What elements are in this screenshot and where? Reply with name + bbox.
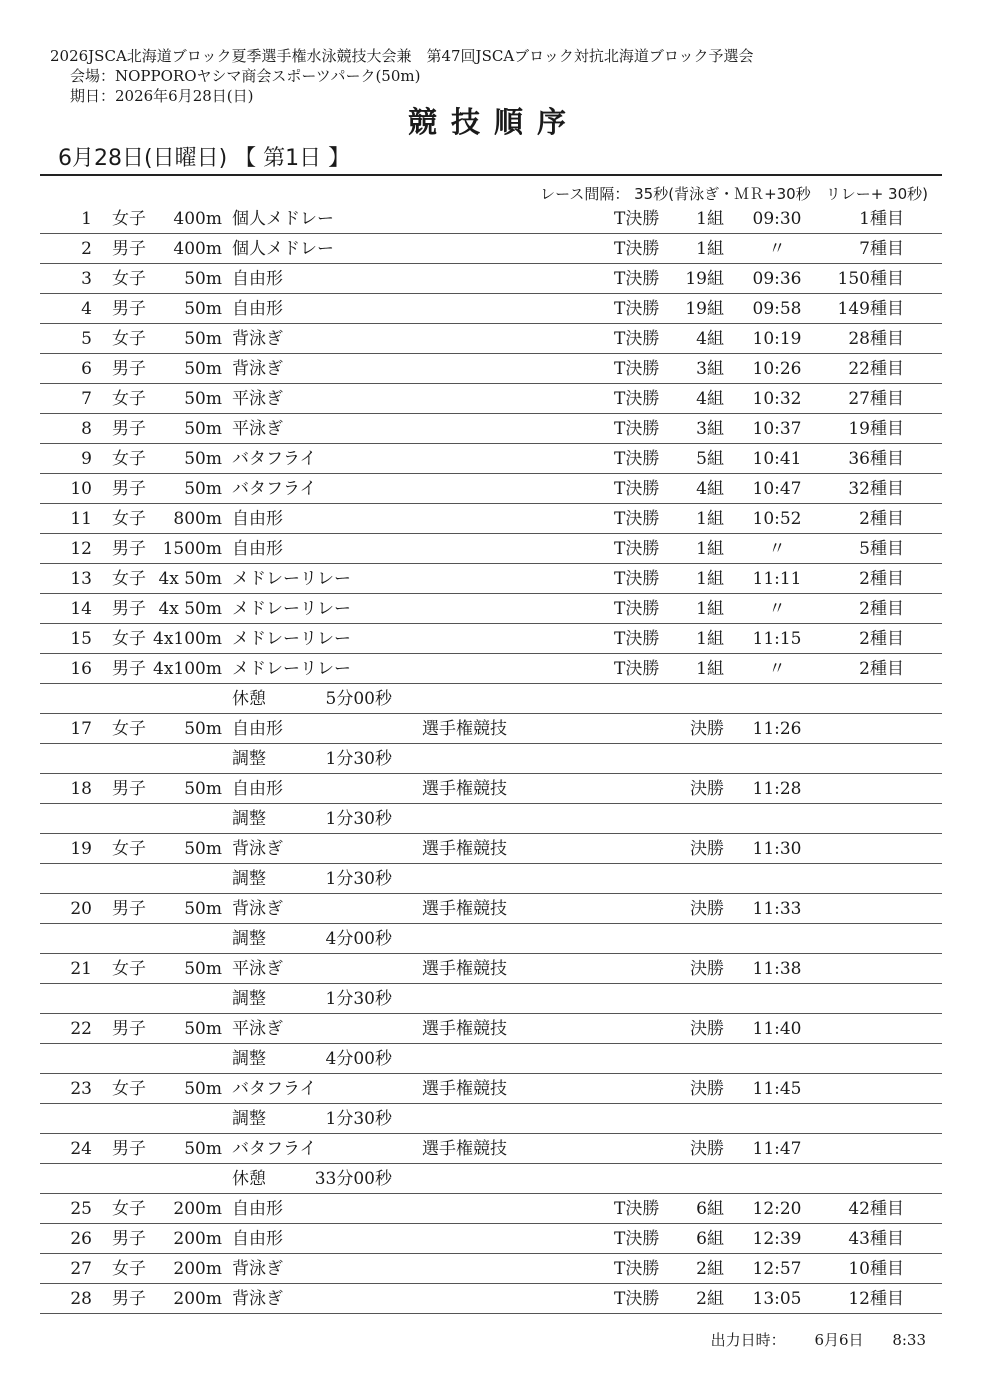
gender: 女子 xyxy=(112,959,146,979)
table-row xyxy=(40,474,942,504)
entry-count: 150種目 xyxy=(837,269,904,289)
event-number: 20 xyxy=(70,899,92,919)
event-number: 13 xyxy=(70,569,92,589)
entry-count: 2種目 xyxy=(859,509,904,529)
output-date: 6月6日 xyxy=(814,1331,864,1349)
heats: 6組 xyxy=(696,1199,724,1219)
round-type: T決勝 xyxy=(614,629,660,649)
start-time: 11:40 xyxy=(752,1019,802,1039)
break-label: 調整 xyxy=(232,809,266,829)
distance: 4x100m xyxy=(153,659,222,679)
output-time: 8:33 xyxy=(892,1331,926,1349)
entry-count: 32種目 xyxy=(848,479,904,499)
start-time: 10:37 xyxy=(752,419,802,439)
entry-count: 27種目 xyxy=(848,389,904,409)
category: 選手権競技 xyxy=(422,899,507,919)
table-row xyxy=(40,894,942,924)
table-row xyxy=(40,204,942,234)
distance: 50m xyxy=(184,839,222,859)
round-type: T決勝 xyxy=(614,1289,660,1309)
start-time: 12:20 xyxy=(752,1199,802,1219)
entry-count: 2種目 xyxy=(859,659,904,679)
gender: 女子 xyxy=(112,329,146,349)
distance: 400m xyxy=(173,209,222,229)
round-type: T決勝 xyxy=(614,1199,660,1219)
category: 選手権競技 xyxy=(422,959,507,979)
day-heading: 6月28日(日曜日) 【 第1日 】 xyxy=(58,146,351,171)
event-number: 4 xyxy=(81,299,92,319)
gender: 男子 xyxy=(112,599,146,619)
distance: 50m xyxy=(184,1079,222,1099)
gender: 女子 xyxy=(112,449,146,469)
table-row xyxy=(40,504,942,534)
break-duration: 1分30秒 xyxy=(325,989,392,1009)
start-time: 10:52 xyxy=(752,509,802,529)
distance: 1500m xyxy=(162,539,222,559)
page-title: 競技順序 xyxy=(407,105,580,139)
start-time: 〃 xyxy=(768,239,786,259)
entry-count: 2種目 xyxy=(859,569,904,589)
break-duration: 4分00秒 xyxy=(325,1049,392,1069)
start-time: 〃 xyxy=(768,659,786,679)
distance: 50m xyxy=(184,359,222,379)
gender: 女子 xyxy=(112,629,146,649)
start-time: 10:47 xyxy=(752,479,802,499)
event-number: 26 xyxy=(70,1229,92,1249)
round-type: T決勝 xyxy=(614,209,660,229)
round-type: T決勝 xyxy=(614,449,660,469)
distance: 50m xyxy=(184,419,222,439)
heats: 決勝 xyxy=(690,899,724,919)
distance: 50m xyxy=(184,719,222,739)
table-row xyxy=(40,1254,942,1284)
start-time: 11:38 xyxy=(752,959,802,979)
heats: 6組 xyxy=(696,1229,724,1249)
gender: 女子 xyxy=(112,209,146,229)
distance: 50m xyxy=(184,389,222,409)
stroke: 背泳ぎ xyxy=(232,329,283,349)
event-number: 14 xyxy=(70,599,92,619)
heats: 決勝 xyxy=(690,959,724,979)
start-time: 10:41 xyxy=(752,449,802,469)
distance: 200m xyxy=(173,1259,222,1279)
entry-count: 22種目 xyxy=(848,359,904,379)
start-time: 〃 xyxy=(768,599,786,619)
entry-count: 36種目 xyxy=(848,449,904,469)
round-type: T決勝 xyxy=(614,419,660,439)
event-number: 8 xyxy=(81,419,92,439)
break-duration: 1分30秒 xyxy=(325,869,392,889)
meet-title: 2026JSCA北海道ブロック夏季選手権水泳競技大会兼 第47回JSCAブロック対抗北海道ブロック予選会 xyxy=(50,47,754,65)
stroke: メドレーリレー xyxy=(232,659,351,679)
break-duration: 4分00秒 xyxy=(325,929,392,949)
entry-count: 12種目 xyxy=(848,1289,904,1309)
entry-count: 19種目 xyxy=(848,419,904,439)
entry-count: 43種目 xyxy=(848,1229,904,1249)
event-number: 12 xyxy=(70,539,92,559)
heats: 決勝 xyxy=(690,1139,724,1159)
gender: 男子 xyxy=(112,359,146,379)
start-time: 11:30 xyxy=(752,839,802,859)
event-number: 21 xyxy=(70,959,92,979)
table-row xyxy=(40,234,942,264)
start-time: 12:39 xyxy=(752,1229,802,1249)
distance: 50m xyxy=(184,299,222,319)
heats: 5組 xyxy=(696,449,724,469)
stroke: 自由形 xyxy=(232,509,283,529)
gender: 女子 xyxy=(112,1199,146,1219)
break-duration: 1分30秒 xyxy=(325,749,392,769)
round-type: T決勝 xyxy=(614,539,660,559)
start-time: 11:15 xyxy=(752,629,802,649)
heats: 19組 xyxy=(685,299,724,319)
stroke: 自由形 xyxy=(232,1229,283,1249)
output-label: 出力日時： xyxy=(710,1331,786,1349)
event-number: 3 xyxy=(81,269,92,289)
break-label: 休憩 xyxy=(232,1169,266,1189)
stroke: 平泳ぎ xyxy=(232,959,283,979)
gender: 女子 xyxy=(112,509,146,529)
event-number: 18 xyxy=(70,779,92,799)
entry-count: 42種目 xyxy=(848,1199,904,1219)
round-type: T決勝 xyxy=(614,299,660,319)
distance: 4x 50m xyxy=(158,599,222,619)
round-type: T決勝 xyxy=(614,239,660,259)
break-label: 調整 xyxy=(232,869,266,889)
event-number: 11 xyxy=(70,509,92,529)
table-row xyxy=(40,654,942,684)
start-time: 11:11 xyxy=(752,569,802,589)
table-row xyxy=(40,324,942,354)
category: 選手権競技 xyxy=(422,779,507,799)
table-row xyxy=(40,1284,942,1314)
gender: 男子 xyxy=(112,419,146,439)
start-time: 09:30 xyxy=(752,209,802,229)
start-time: 〃 xyxy=(768,539,786,559)
gender: 女子 xyxy=(112,839,146,859)
round-type: T決勝 xyxy=(614,659,660,679)
category: 選手権競技 xyxy=(422,1079,507,1099)
heats: 決勝 xyxy=(690,1019,724,1039)
round-type: T決勝 xyxy=(614,479,660,499)
break-row xyxy=(40,864,942,894)
distance: 50m xyxy=(184,899,222,919)
round-type: T決勝 xyxy=(614,359,660,379)
stroke: 背泳ぎ xyxy=(232,359,283,379)
start-time: 11:26 xyxy=(752,719,802,739)
event-number: 15 xyxy=(70,629,92,649)
stroke: バタフライ xyxy=(232,1139,317,1159)
heats: 決勝 xyxy=(690,839,724,859)
gender: 男子 xyxy=(112,299,146,319)
heats: 1組 xyxy=(696,209,724,229)
gender: 男子 xyxy=(112,899,146,919)
heats: 2組 xyxy=(696,1259,724,1279)
table-row xyxy=(40,1224,942,1254)
entry-count: 10種目 xyxy=(848,1259,904,1279)
heats: 決勝 xyxy=(690,779,724,799)
break-row xyxy=(40,684,942,714)
table-row xyxy=(40,534,942,564)
distance: 50m xyxy=(184,1139,222,1159)
heats: 1組 xyxy=(696,629,724,649)
divider xyxy=(40,174,942,176)
entry-count: 7種目 xyxy=(859,239,904,259)
event-number: 24 xyxy=(70,1139,92,1159)
heats: 決勝 xyxy=(690,1079,724,1099)
heats: 4組 xyxy=(696,479,724,499)
break-label: 調整 xyxy=(232,1049,266,1069)
heats: 決勝 xyxy=(690,719,724,739)
gender: 女子 xyxy=(112,1259,146,1279)
table-row xyxy=(40,594,942,624)
table-row xyxy=(40,624,942,654)
gender: 女子 xyxy=(112,389,146,409)
entry-count: 28種目 xyxy=(848,329,904,349)
round-type: T決勝 xyxy=(614,329,660,349)
round-type: T決勝 xyxy=(614,1259,660,1279)
event-number: 27 xyxy=(70,1259,92,1279)
stroke: 自由形 xyxy=(232,719,283,739)
distance: 4x100m xyxy=(153,629,222,649)
stroke: 背泳ぎ xyxy=(232,839,283,859)
table-row xyxy=(40,954,942,984)
stroke: 自由形 xyxy=(232,539,283,559)
stroke: 平泳ぎ xyxy=(232,419,283,439)
race-interval-note: レース間隔： 35秒(背泳ぎ・ＭＲ+30秒 リレー+ 30秒) xyxy=(540,185,928,203)
event-number: 19 xyxy=(70,839,92,859)
event-number: 23 xyxy=(70,1079,92,1099)
distance: 50m xyxy=(184,959,222,979)
category: 選手権競技 xyxy=(422,1139,507,1159)
stroke: 背泳ぎ xyxy=(232,1289,283,1309)
stroke: 自由形 xyxy=(232,1199,283,1219)
start-time: 09:58 xyxy=(752,299,802,319)
table-row xyxy=(40,1134,942,1164)
start-time: 10:19 xyxy=(752,329,802,349)
gender: 男子 xyxy=(112,1229,146,1249)
entry-count: 149種目 xyxy=(837,299,904,319)
stroke: 自由形 xyxy=(232,269,283,289)
table-row xyxy=(40,1014,942,1044)
distance: 50m xyxy=(184,449,222,469)
gender: 男子 xyxy=(112,779,146,799)
break-row xyxy=(40,924,942,954)
stroke: メドレーリレー xyxy=(232,629,351,649)
start-time: 11:33 xyxy=(752,899,802,919)
gender: 女子 xyxy=(112,569,146,589)
distance: 50m xyxy=(184,329,222,349)
gender: 男子 xyxy=(112,1289,146,1309)
start-time: 10:32 xyxy=(752,389,802,409)
break-row xyxy=(40,804,942,834)
break-duration: 5分00秒 xyxy=(325,689,392,709)
break-duration: 33分00秒 xyxy=(314,1169,392,1189)
gender: 女子 xyxy=(112,269,146,289)
distance: 200m xyxy=(173,1229,222,1249)
event-number: 2 xyxy=(81,239,92,259)
distance: 4x 50m xyxy=(158,569,222,589)
heats: 1組 xyxy=(696,599,724,619)
break-duration: 1分30秒 xyxy=(325,1109,392,1129)
break-row xyxy=(40,1164,942,1194)
table-row xyxy=(40,564,942,594)
break-duration: 1分30秒 xyxy=(325,809,392,829)
gender: 男子 xyxy=(112,539,146,559)
stroke: 背泳ぎ xyxy=(232,1259,283,1279)
event-number: 28 xyxy=(70,1289,92,1309)
date-line: 期日：2026年6月28日(日) xyxy=(70,87,254,105)
start-time: 11:47 xyxy=(752,1139,802,1159)
start-time: 11:45 xyxy=(752,1079,802,1099)
table-row xyxy=(40,384,942,414)
event-number: 17 xyxy=(70,719,92,739)
stroke: バタフライ xyxy=(232,1079,317,1099)
table-row xyxy=(40,294,942,324)
table-row xyxy=(40,414,942,444)
distance: 200m xyxy=(173,1289,222,1309)
round-type: T決勝 xyxy=(614,569,660,589)
break-row xyxy=(40,1104,942,1134)
table-row xyxy=(40,444,942,474)
distance: 400m xyxy=(173,239,222,259)
distance: 50m xyxy=(184,269,222,289)
entry-count: 5種目 xyxy=(859,539,904,559)
start-time: 12:57 xyxy=(752,1259,802,1279)
stroke: 平泳ぎ xyxy=(232,389,283,409)
break-label: 休憩 xyxy=(232,689,266,709)
table-row xyxy=(40,714,942,744)
table-row xyxy=(40,774,942,804)
heats: 1組 xyxy=(696,569,724,589)
table-row xyxy=(40,354,942,384)
heats: 3組 xyxy=(696,419,724,439)
gender: 女子 xyxy=(112,1079,146,1099)
table-row xyxy=(40,1074,942,1104)
round-type: T決勝 xyxy=(614,599,660,619)
event-number: 25 xyxy=(70,1199,92,1219)
stroke: 個人メドレー xyxy=(232,209,334,229)
event-number: 1 xyxy=(81,209,92,229)
gender: 女子 xyxy=(112,719,146,739)
break-label: 調整 xyxy=(232,749,266,769)
start-time: 09:36 xyxy=(752,269,802,289)
heats: 4組 xyxy=(696,329,724,349)
stroke: メドレーリレー xyxy=(232,569,351,589)
gender: 男子 xyxy=(112,1019,146,1039)
start-time: 13:05 xyxy=(752,1289,802,1309)
break-row xyxy=(40,1044,942,1074)
start-time: 11:28 xyxy=(752,779,802,799)
event-number: 22 xyxy=(70,1019,92,1039)
round-type: T決勝 xyxy=(614,509,660,529)
table-row xyxy=(40,834,942,864)
break-label: 調整 xyxy=(232,989,266,1009)
event-number: 6 xyxy=(81,359,92,379)
stroke: 個人メドレー xyxy=(232,239,334,259)
stroke: 背泳ぎ xyxy=(232,899,283,919)
category: 選手権競技 xyxy=(422,1019,507,1039)
stroke: 自由形 xyxy=(232,299,283,319)
category: 選手権競技 xyxy=(422,839,507,859)
distance: 800m xyxy=(173,509,222,529)
category: 選手権競技 xyxy=(422,719,507,739)
event-order-table xyxy=(40,204,942,1314)
event-number: 10 xyxy=(70,479,92,499)
entry-count: 2種目 xyxy=(859,599,904,619)
round-type: T決勝 xyxy=(614,1229,660,1249)
table-row xyxy=(40,264,942,294)
gender: 男子 xyxy=(112,659,146,679)
output-timestamp xyxy=(711,1330,926,1350)
stroke: メドレーリレー xyxy=(232,599,351,619)
stroke: 自由形 xyxy=(232,779,283,799)
heats: 3組 xyxy=(696,359,724,379)
stroke: バタフライ xyxy=(232,479,317,499)
heats: 1組 xyxy=(696,239,724,259)
table-row xyxy=(40,1194,942,1224)
event-number: 7 xyxy=(81,389,92,409)
break-row xyxy=(40,984,942,1014)
distance: 200m xyxy=(173,1199,222,1219)
heats: 1組 xyxy=(696,659,724,679)
break-label: 調整 xyxy=(232,929,266,949)
heats: 4組 xyxy=(696,389,724,409)
heats: 1組 xyxy=(696,509,724,529)
distance: 50m xyxy=(184,479,222,499)
event-number: 5 xyxy=(81,329,92,349)
event-number: 16 xyxy=(70,659,92,679)
gender: 男子 xyxy=(112,239,146,259)
start-time: 10:26 xyxy=(752,359,802,379)
round-type: T決勝 xyxy=(614,389,660,409)
heats: 1組 xyxy=(696,539,724,559)
heats: 2組 xyxy=(696,1289,724,1309)
distance: 50m xyxy=(184,779,222,799)
round-type: T決勝 xyxy=(614,269,660,289)
stroke: バタフライ xyxy=(232,449,317,469)
distance: 50m xyxy=(184,1019,222,1039)
event-number: 9 xyxy=(81,449,92,469)
gender: 男子 xyxy=(112,1139,146,1159)
break-label: 調整 xyxy=(232,1109,266,1129)
entry-count: 1種目 xyxy=(859,209,904,229)
break-row xyxy=(40,744,942,774)
entry-count: 2種目 xyxy=(859,629,904,649)
venue-line: 会場：NOPPOROヤシマ商会スポーツパーク(50m) xyxy=(70,67,421,85)
stroke: 平泳ぎ xyxy=(232,1019,283,1039)
gender: 男子 xyxy=(112,479,146,499)
heats: 19組 xyxy=(685,269,724,289)
